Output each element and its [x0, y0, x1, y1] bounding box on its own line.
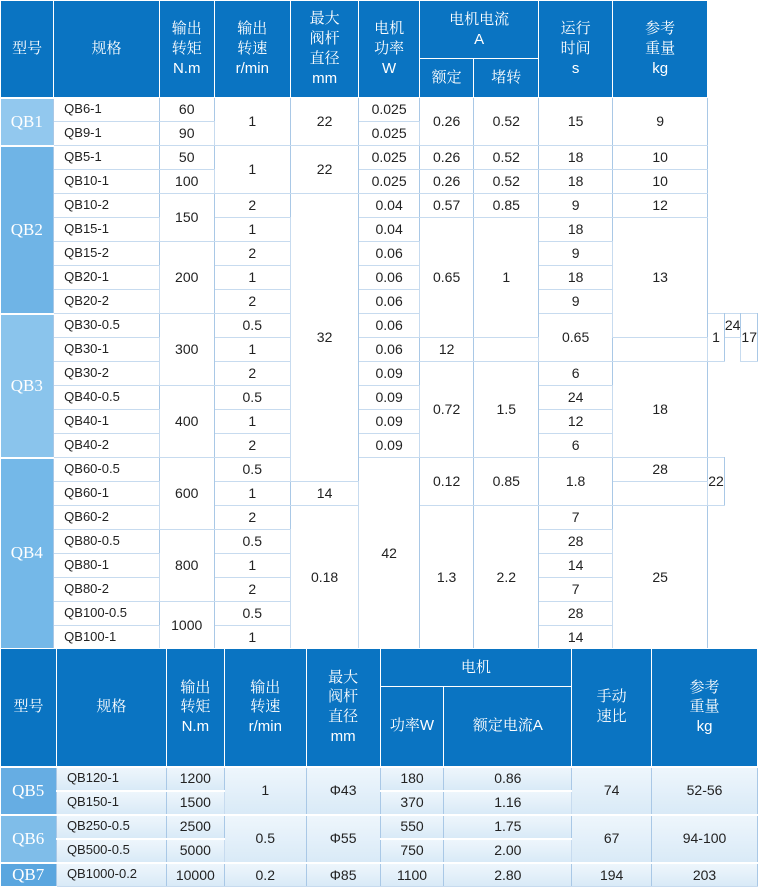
stall-current-cell: 2.2 [474, 506, 539, 649]
manual-ratio-cell: 74 [572, 767, 652, 815]
spec-cell: QB1000-0.2 [56, 863, 166, 887]
speed-cell: 1 [214, 554, 290, 578]
speed-cell: 2 [214, 194, 290, 218]
rated-current-cell: 0.86 [444, 767, 572, 791]
run-time-cell: 18 [539, 218, 613, 242]
weight-cell: 203 [652, 863, 758, 887]
spec-cell: QB9-1 [54, 122, 160, 146]
power-cell: 0.09 [359, 434, 420, 458]
power-cell: 0.06 [359, 290, 420, 314]
header-speed: 输出 转速 r/min [224, 649, 306, 767]
weight-cell: 17 [741, 314, 758, 362]
rated-current-cell: 1.75 [444, 815, 572, 839]
torque-cell: 1200 [166, 767, 224, 791]
run-time-cell: 7 [539, 506, 613, 530]
spec-cell: QB80-1 [54, 554, 160, 578]
header-motor: 电机 [380, 649, 572, 687]
spec-cell: QB30-1 [54, 338, 160, 362]
speed-cell: 2 [214, 506, 290, 530]
power-cell: 0.025 [359, 122, 420, 146]
header-stall: 堵转 [474, 59, 539, 98]
power-cell: 550 [380, 815, 444, 839]
spec-cell: QB30-0.5 [54, 314, 160, 338]
spec-cell: QB120-1 [56, 767, 166, 791]
run-time-cell: 9 [539, 242, 613, 266]
stem-cell: 22 [290, 146, 358, 194]
weight-cell: 13 [612, 218, 707, 338]
rated-current-cell: 0.65 [419, 218, 473, 338]
run-time-cell: 28 [539, 602, 613, 626]
stem-cell: 42 [359, 458, 420, 649]
power-cell: 0.04 [359, 194, 420, 218]
run-time-cell: 18 [539, 266, 613, 290]
model-group-qb7: QB7 [1, 863, 57, 887]
rated-current-cell: 1.3 [419, 506, 473, 649]
torque-cell: 300 [159, 314, 214, 386]
stall-current-cell: 0.52 [474, 98, 539, 146]
weight-cell: 22 [708, 458, 725, 506]
spec-cell: QB250-0.5 [56, 815, 166, 839]
speed-cell: 2 [214, 242, 290, 266]
spec-cell: QB10-2 [54, 194, 160, 218]
run-time-cell: 9 [539, 290, 613, 314]
weight-cell: 9 [612, 98, 707, 146]
power-cell: 0.025 [359, 98, 420, 122]
speed-cell: 0.5 [214, 458, 290, 482]
header-rated-current-a: 额定电流A [444, 687, 572, 767]
spec-cell: QB60-0.5 [54, 458, 160, 482]
speed-cell: 1 [214, 218, 290, 242]
power-cell: 0.025 [359, 146, 420, 170]
power-cell: 0.18 [290, 506, 358, 649]
stem-cell: 22 [290, 98, 358, 146]
torque-cell: 100 [159, 170, 214, 194]
power-cell: 0.06 [359, 266, 420, 290]
run-time-cell: 18 [539, 146, 613, 170]
torque-cell: 50 [159, 146, 214, 170]
header-rated: 额定 [419, 59, 473, 98]
stall-current-cell: 0.52 [474, 170, 539, 194]
spec-cell: QB80-0.5 [54, 530, 160, 554]
weight-cell: 18 [612, 362, 707, 458]
rated-current-cell: 0.57 [419, 194, 473, 218]
header-spec: 规格 [54, 1, 160, 98]
run-time-cell: 6 [539, 362, 613, 386]
speed-cell: 0.2 [224, 863, 306, 887]
spec-cell: QB100-0.5 [54, 602, 160, 626]
stall-current-cell: 1.5 [474, 362, 539, 458]
manual-ratio-cell: 67 [572, 815, 652, 863]
speed-cell: 0.5 [214, 602, 290, 626]
spec-cell: QB15-2 [54, 242, 160, 266]
model-group-qb4: QB4 [1, 458, 54, 649]
spec-cell: QB30-2 [54, 362, 160, 386]
power-cell: 370 [380, 791, 444, 815]
spec-cell: QB40-2 [54, 434, 160, 458]
run-time-cell: 28 [539, 530, 613, 554]
stall-current-cell: 1.8 [539, 458, 613, 506]
run-time-cell: 14 [539, 626, 613, 649]
torque-cell: 400 [159, 386, 214, 458]
torque-cell: 800 [159, 530, 214, 602]
weight-cell: 10 [612, 146, 707, 170]
header-speed: 输出 转速 r/min [214, 1, 290, 98]
torque-cell: 600 [159, 458, 214, 530]
torque-cell: 2500 [166, 815, 224, 839]
spec-cell: QB20-1 [54, 266, 160, 290]
speed-cell: 0.5 [214, 386, 290, 410]
run-time-cell: 12 [419, 338, 473, 362]
speed-cell: 1 [214, 626, 290, 649]
speed-cell: 2 [214, 578, 290, 602]
speed-cell: 1 [214, 266, 290, 290]
rated-current-cell: 0.85 [474, 458, 539, 506]
speed-cell: 2 [214, 290, 290, 314]
power-cell: 180 [380, 767, 444, 791]
power-cell: 0.06 [359, 242, 420, 266]
spec-cell: QB15-1 [54, 218, 160, 242]
header-model: 型号 [1, 1, 54, 98]
stem-cell: Φ55 [306, 815, 380, 863]
speed-cell: 2 [214, 434, 290, 458]
power-cell: 0.09 [359, 410, 420, 434]
header-weight: 参考 重量 kg [652, 649, 758, 767]
header-manual-ratio: 手动 速比 [572, 649, 652, 767]
spec-cell: QB100-1 [54, 626, 160, 649]
run-time-cell: 15 [539, 98, 613, 146]
power-cell: 0.09 [359, 386, 420, 410]
spec-table-qb5-qb7 [0, 648, 758, 888]
model-group-qb3: QB3 [1, 314, 54, 458]
rated-current-cell: 0.65 [539, 314, 613, 362]
header-stem-diameter: 最大 阀杆 直径 mm [306, 649, 380, 767]
run-time-cell: 7 [539, 578, 613, 602]
stem-cell: 32 [290, 194, 358, 482]
model-group-qb5: QB5 [1, 767, 57, 815]
stall-current-cell: 0.85 [474, 194, 539, 218]
run-time-cell: 18 [539, 170, 613, 194]
header-spec: 规格 [56, 649, 166, 767]
rated-current-cell: 0.26 [419, 170, 473, 194]
weight-cell: 52-56 [652, 767, 758, 815]
weight-cell: 25 [612, 506, 707, 649]
header-torque: 输出 转矩 N.m [166, 649, 224, 767]
speed-cell: 0.5 [214, 314, 290, 338]
run-time-cell: 12 [539, 410, 613, 434]
header-torque: 输出 转矩 N.m [159, 1, 214, 98]
run-time-cell: 24 [539, 386, 613, 410]
power-cell: 0.025 [359, 170, 420, 194]
torque-cell: 60 [159, 98, 214, 122]
torque-cell: 10000 [166, 863, 224, 887]
spec-cell: QB6-1 [54, 98, 160, 122]
power-cell: 1100 [380, 863, 444, 887]
run-time-cell: 28 [612, 458, 707, 482]
speed-cell: 1 [214, 338, 290, 362]
power-cell: 0.06 [359, 338, 420, 362]
speed-cell: 0.5 [224, 815, 306, 863]
run-time-cell: 14 [539, 554, 613, 578]
header-motor-current: 电机电流 A [419, 1, 538, 59]
stem-cell: Φ85 [306, 863, 380, 887]
spec-cell: QB40-1 [54, 410, 160, 434]
torque-cell: 90 [159, 122, 214, 146]
rated-current-cell: 0.26 [419, 98, 473, 146]
spec-cell: QB10-1 [54, 170, 160, 194]
torque-cell: 150 [159, 194, 214, 242]
spec-cell: QB20-2 [54, 290, 160, 314]
spec-cell: QB80-2 [54, 578, 160, 602]
rated-current-cell: 2.80 [444, 863, 572, 887]
header-motor-power: 电机 功率 W [359, 1, 420, 98]
speed-cell: 1 [214, 146, 290, 194]
speed-cell: 1 [214, 98, 290, 146]
model-group-qb2: QB2 [1, 146, 54, 314]
header-power-w: 功率W [380, 687, 444, 767]
rated-current-cell: 0.26 [419, 146, 473, 170]
model-group-qb1: QB1 [1, 98, 54, 146]
speed-cell: 1 [214, 482, 290, 506]
model-group-qb6: QB6 [1, 815, 57, 863]
stall-current-cell: 1 [474, 218, 539, 338]
torque-cell: 200 [159, 242, 214, 314]
run-time-cell: 14 [290, 482, 358, 506]
weight-cell: 12 [612, 194, 707, 218]
spec-cell: QB150-1 [56, 791, 166, 815]
power-cell: 0.04 [359, 218, 420, 242]
weight-cell: 94-100 [652, 815, 758, 863]
stall-current-cell: 0.52 [474, 146, 539, 170]
speed-cell: 1 [214, 410, 290, 434]
torque-cell: 5000 [166, 839, 224, 863]
header-model: 型号 [1, 649, 57, 767]
stall-current-cell: 1 [708, 314, 725, 362]
header-run-time: 运行 时间 s [539, 1, 613, 98]
speed-cell: 2 [214, 362, 290, 386]
run-time-cell: 24 [724, 314, 741, 338]
rated-current-cell: 0.72 [419, 362, 473, 458]
power-cell: 0.06 [359, 314, 420, 338]
stem-cell: Φ43 [306, 767, 380, 815]
torque-cell: 1000 [159, 602, 214, 649]
spec-cell: QB500-0.5 [56, 839, 166, 863]
power-cell: 750 [380, 839, 444, 863]
power-cell: 0.09 [359, 362, 420, 386]
weight-cell: 10 [612, 170, 707, 194]
spec-cell: QB60-2 [54, 506, 160, 530]
spec-cell: QB60-1 [54, 482, 160, 506]
header-stem-diameter: 最大 阀杆 直径 mm [290, 1, 358, 98]
rated-current-cell: 1.16 [444, 791, 572, 815]
speed-cell: 1 [224, 767, 306, 815]
speed-cell: 0.5 [214, 530, 290, 554]
header-weight: 参考 重量 kg [612, 1, 707, 98]
run-time-cell: 6 [539, 434, 613, 458]
torque-cell: 1500 [166, 791, 224, 815]
power-cell: 0.12 [419, 458, 473, 506]
manual-ratio-cell: 194 [572, 863, 652, 887]
spec-cell: QB40-0.5 [54, 386, 160, 410]
rated-current-cell: 2.00 [444, 839, 572, 863]
run-time-cell: 9 [539, 194, 613, 218]
spec-cell: QB5-1 [54, 146, 160, 170]
